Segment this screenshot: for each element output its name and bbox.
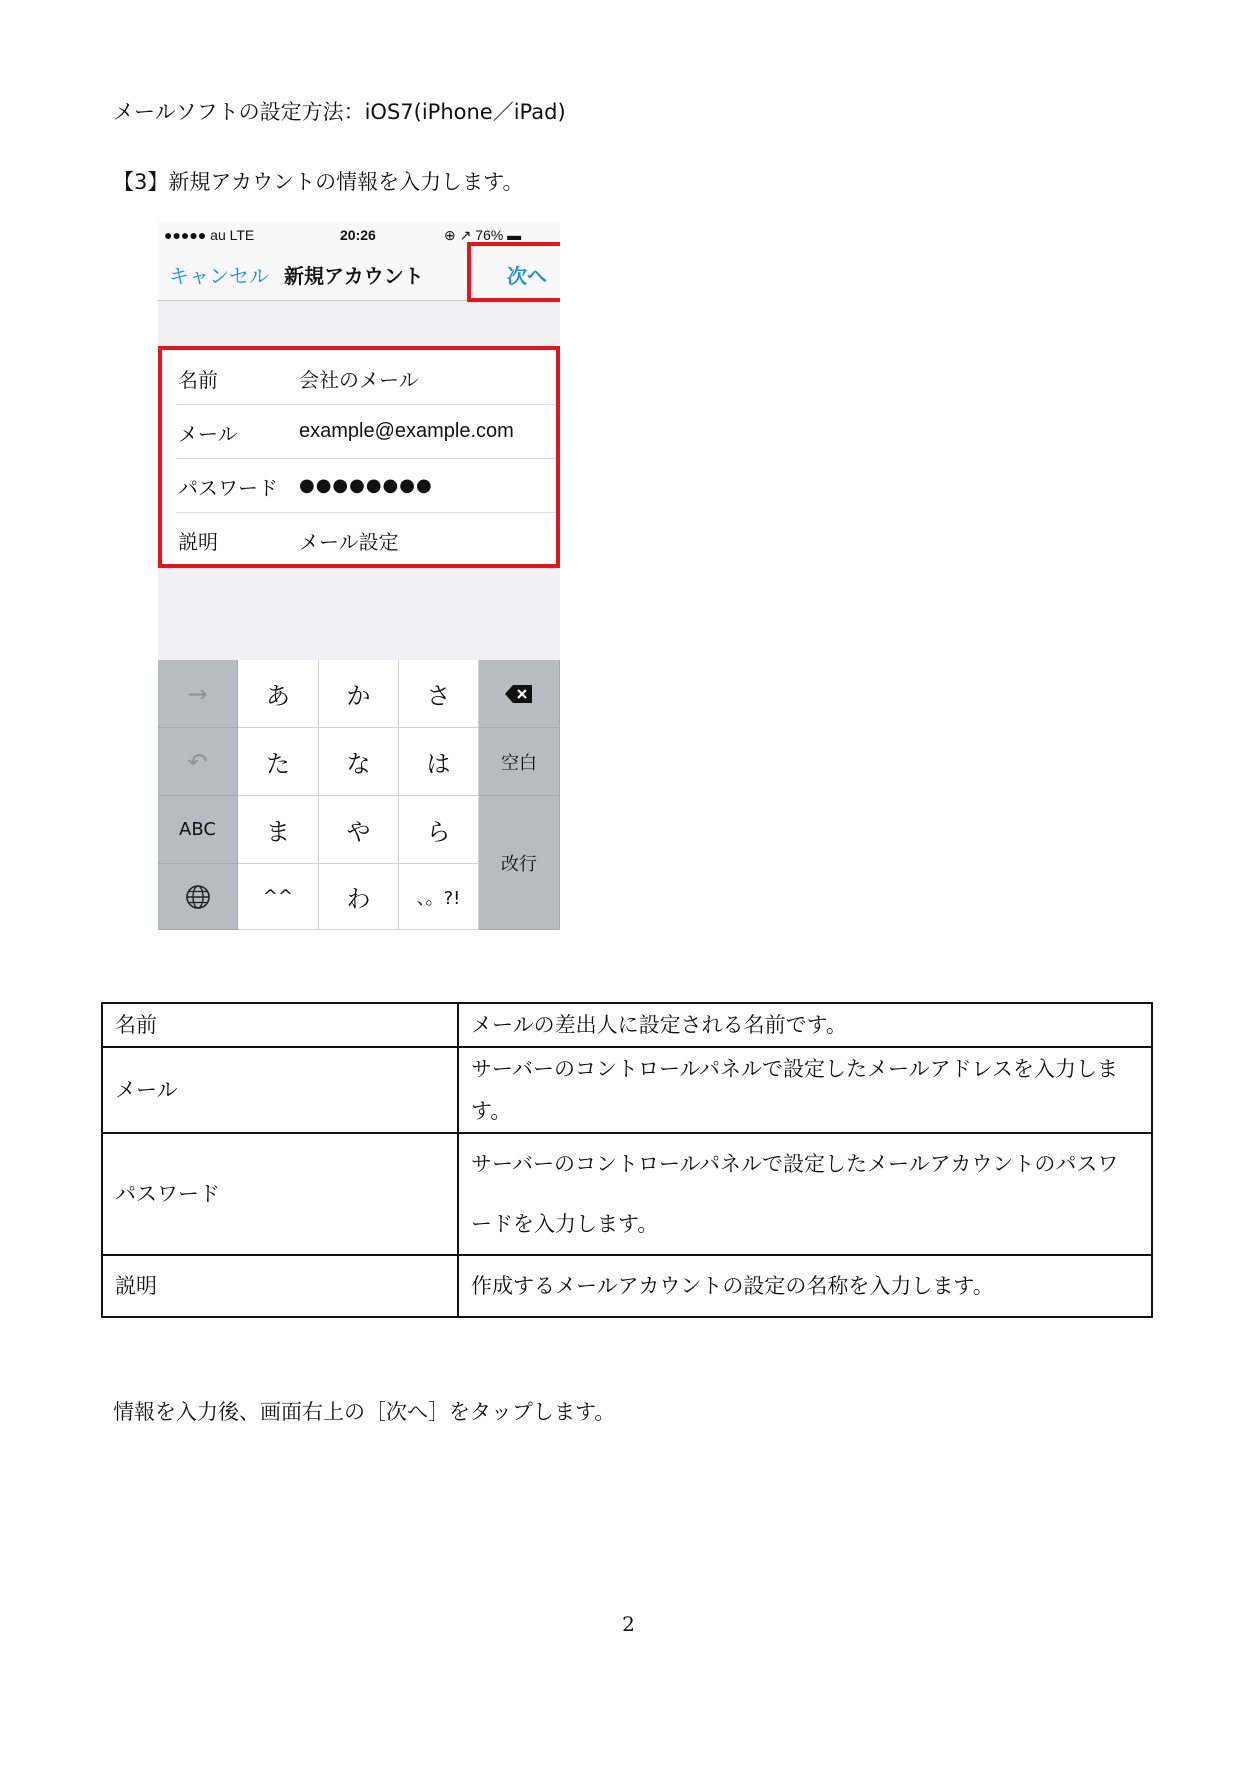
table-description: 作成するメールアカウントの設定の名称を入力します。 xyxy=(458,1255,1152,1317)
form-label: 説明 xyxy=(178,530,218,554)
kana-key[interactable]: や xyxy=(319,796,399,864)
kana-keyboard xyxy=(158,660,560,930)
next-button[interactable]: 次へ xyxy=(507,264,547,288)
nav-title: 新規アカウント xyxy=(284,264,424,288)
space-key[interactable]: 空白 xyxy=(479,728,560,796)
table-term: 名前 xyxy=(102,1003,458,1047)
table-row xyxy=(102,1003,1152,1047)
kana-key[interactable]: な xyxy=(319,728,399,796)
kana-key[interactable]: さ xyxy=(399,660,479,728)
table-term: メール xyxy=(102,1047,458,1133)
emoticon-key[interactable]: ^^ xyxy=(238,864,319,930)
carrier-signal: ●●●●● au LTE xyxy=(164,227,255,243)
table-row xyxy=(102,1047,1152,1133)
email-field[interactable]: example@example.com xyxy=(299,420,514,442)
cancel-button[interactable]: キャンセル xyxy=(169,264,269,288)
document-title: メールソフトの設定方法：iOS7(iPhone／iPad) xyxy=(113,100,566,124)
next-field-key[interactable]: → xyxy=(158,660,238,728)
next-button-highlight xyxy=(467,242,560,302)
name-field[interactable]: 会社のメール xyxy=(299,368,419,392)
form-label: パスワード xyxy=(178,476,278,500)
delete-key[interactable] xyxy=(479,660,560,728)
kana-key[interactable]: わ xyxy=(319,864,399,930)
globe-key[interactable] xyxy=(158,864,238,930)
kana-key[interactable]: ら xyxy=(399,796,479,864)
step-heading: 【3】新規アカウントの情報を入力します。 xyxy=(113,170,524,194)
table-row xyxy=(102,1255,1152,1317)
password-field[interactable]: ●●●●●●●● xyxy=(299,475,433,496)
punctuation-key[interactable]: 、。?! xyxy=(399,864,479,930)
table-row xyxy=(102,1133,1152,1255)
instruction-note: 情報を入力後、画面右上の［次へ］をタップします。 xyxy=(113,1400,616,1424)
page-number: 2 xyxy=(622,1612,635,1636)
form-label: メール xyxy=(178,422,238,446)
return-key[interactable]: 改行 xyxy=(479,796,560,930)
abc-key[interactable]: ABC xyxy=(158,796,238,864)
delete-icon xyxy=(504,684,534,704)
kana-key[interactable]: た xyxy=(238,728,319,796)
form-highlight xyxy=(158,346,560,568)
table-description: サーバーのコントロールパネルで設定したメールアカウントのパスワードを入力します。 xyxy=(458,1133,1152,1255)
field-description-table xyxy=(101,1002,1153,1318)
description-field[interactable]: メール設定 xyxy=(299,530,399,554)
globe-icon xyxy=(185,884,211,910)
kana-key[interactable]: は xyxy=(399,728,479,796)
kana-key[interactable]: か xyxy=(319,660,399,728)
table-term: 説明 xyxy=(102,1255,458,1317)
form-label: 名前 xyxy=(178,368,218,392)
table-term: パスワード xyxy=(102,1133,458,1255)
kana-key[interactable]: あ xyxy=(238,660,319,728)
iphone-screenshot xyxy=(158,222,560,930)
kana-key[interactable]: ま xyxy=(238,796,319,864)
table-description: メールの差出人に設定される名前です。 xyxy=(458,1003,1152,1047)
table-description: サーバーのコントロールパネルで設定したメールアドレスを入力します。 xyxy=(458,1047,1152,1133)
status-time: 20:26 xyxy=(340,227,376,243)
battery-status: ⊕ ↗ 76% ▬ xyxy=(444,227,522,243)
undo-key[interactable]: ↶ xyxy=(158,728,238,796)
